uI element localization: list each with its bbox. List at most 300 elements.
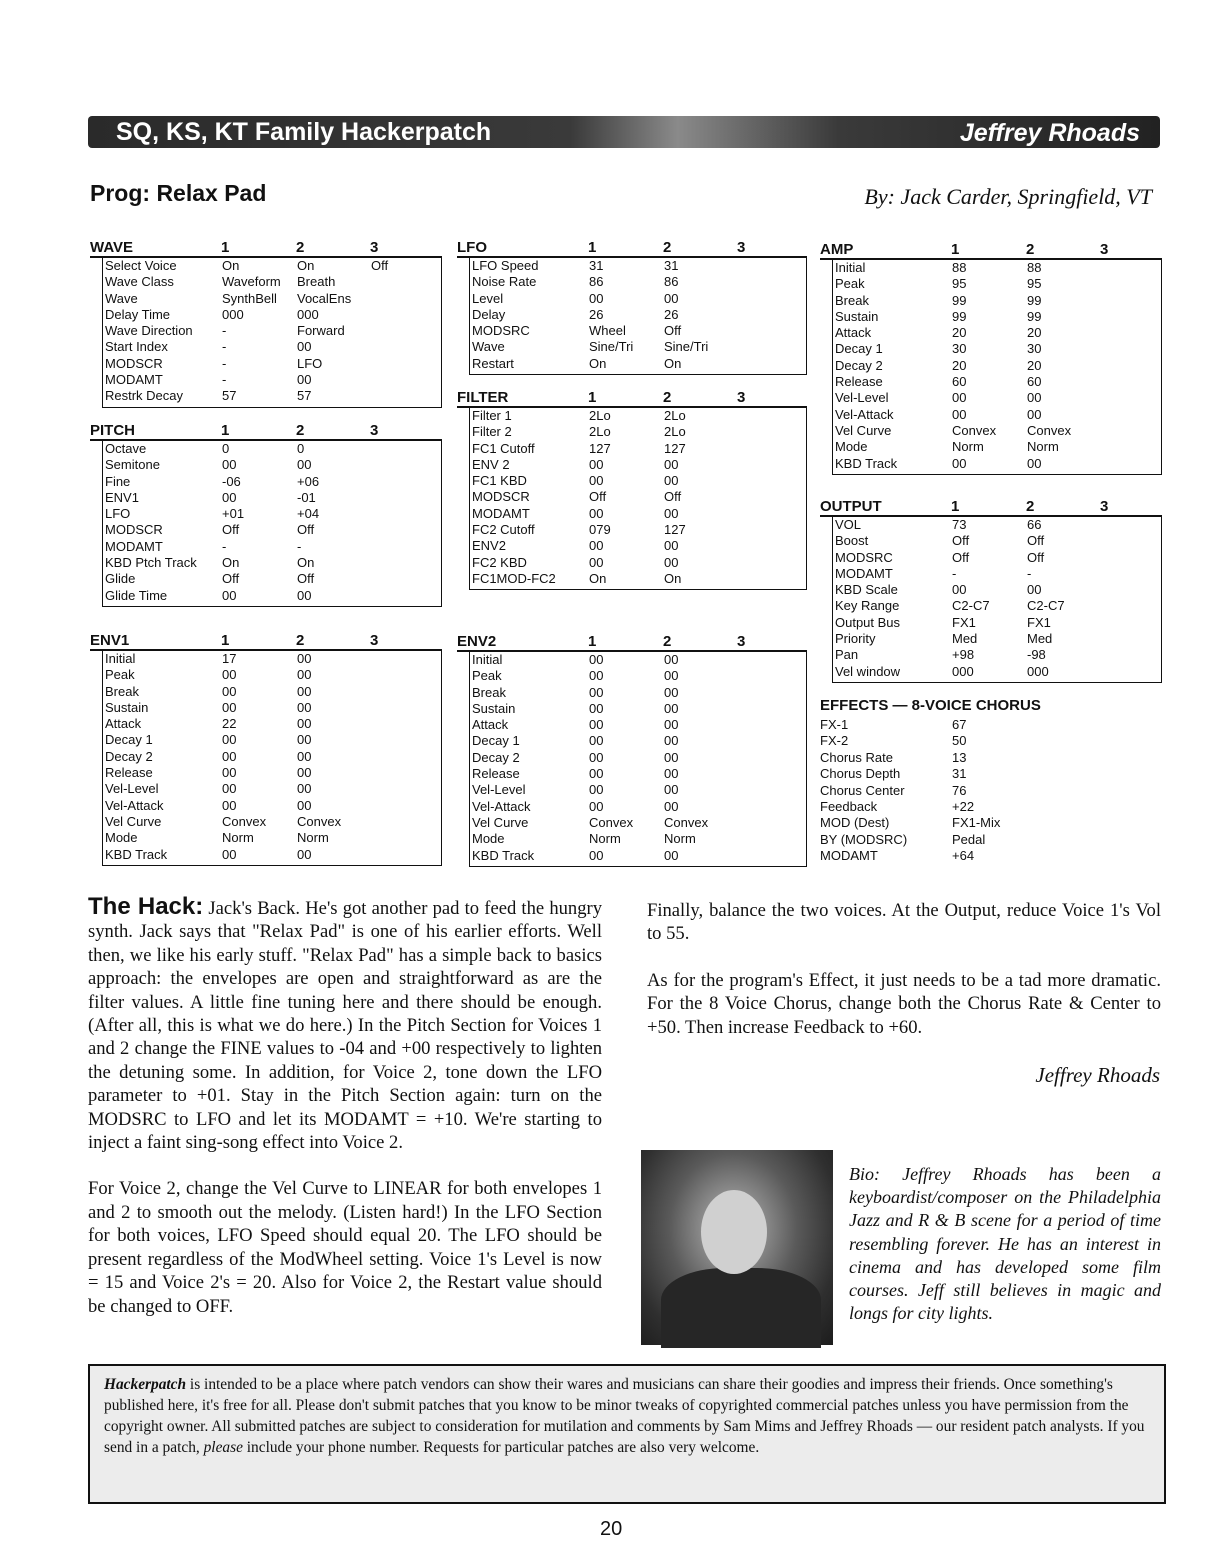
param-value: Off	[664, 323, 682, 339]
param-value: +06	[297, 473, 320, 489]
param-value: 00	[589, 717, 604, 733]
param-value: 00	[222, 489, 237, 505]
param-value: C2-C7	[1027, 598, 1065, 614]
lfo-col-label: 2	[663, 239, 672, 256]
param-value: 31	[589, 258, 604, 273]
table-row	[833, 456, 1161, 472]
pitch-col-label: 2	[296, 422, 305, 439]
param-value: 00	[297, 683, 312, 699]
param-value: 00	[222, 699, 237, 715]
effect-name: Chorus Rate	[820, 749, 893, 765]
param-value: Forward	[297, 323, 345, 339]
env2-title: ENV2	[457, 633, 497, 650]
photo-face-shape	[701, 1190, 767, 1274]
param-name: Decay 2	[835, 357, 883, 373]
param-value: Convex	[1027, 422, 1072, 438]
param-value: 127	[664, 440, 686, 456]
param-name: Noise Rate	[472, 274, 537, 290]
param-name: MODAMT	[835, 565, 893, 581]
param-value: On	[589, 355, 607, 371]
table-row	[103, 749, 441, 765]
output-table	[832, 517, 1162, 683]
table-row	[833, 309, 1161, 325]
table-row	[103, 571, 441, 587]
param-name: MODSCR	[105, 355, 163, 371]
note-emphasis: please	[203, 1439, 243, 1456]
filter-title: FILTER	[457, 389, 509, 406]
param-value: -06	[222, 473, 241, 489]
param-value: 00	[589, 766, 604, 782]
param-name: Mode	[472, 831, 505, 847]
param-value: 00	[664, 538, 679, 554]
param-value: +01	[222, 506, 245, 522]
param-name: Peak	[472, 668, 502, 684]
param-name: Wave	[105, 290, 138, 306]
article-p1-text: Jack's Back. He's got another pad to feed the hungry synth. Jack says that "Relax Pad" is one of his earlier efforts. Well then, we like his early stuff. "Relax Pad" has a simple back to basics approach: the envelopes are open and straightforward as are the filter values. A little fine tuning here and there should be enough. (After all, this is what we do here.) In the Pitch Section for Voices 1 and 2 change the FINE values to -04 and +00 respectively to lighten the detuning some. In addition, for Voice 2, tone down the LFO parameter to +01. Stay in the Pitch Section again: turn on the MODSRC to LFO and let its MODAMT = +10. We're starting to inject a faint sing-song effect into Voice 2.	[88, 898, 602, 1154]
table-row	[833, 407, 1161, 423]
param-value: 95	[1027, 276, 1042, 292]
param-value: 26	[589, 306, 604, 322]
article-p2: For Voice 2, change the Vel Curve to LINEAR for both envelopes 1 and 2 to smooth out the melody. (Listen hard!) In the LFO Section for both voices, LFO Speed should equal 20. The LFO should be present regardless of the ModWheel setting. Voice 1's Level is now = 15 and Voice 2's = 20. Also for Voice 2, the Restart value should be changed to OFF.	[88, 1178, 602, 1317]
table-row	[833, 550, 1161, 566]
param-value: On	[664, 570, 682, 586]
table-row	[833, 293, 1161, 309]
param-name: Release	[835, 374, 883, 390]
param-name: FC1 Cutoff	[472, 440, 535, 456]
param-name: Break	[835, 292, 869, 308]
pitch-header	[90, 422, 442, 441]
param-value: -	[952, 565, 957, 581]
table-row	[470, 522, 806, 538]
table-row	[103, 258, 441, 274]
env1-table	[102, 651, 442, 866]
author-bio: Bio: Jeffrey Rhoads has been a keyboardist/composer on the Philadelphia Jazz and R & B scene for a period of time resembling forever. He has an interest in cinema and has developed some film courses. Jeff still believes in magic and longs for city lights.	[849, 1164, 1161, 1324]
param-value: 00	[222, 732, 237, 748]
pitch-col-label: 1	[221, 422, 230, 439]
param-value: Waveform	[222, 274, 281, 290]
param-value: 00	[297, 846, 312, 862]
table-row	[833, 647, 1161, 663]
param-value: 00	[297, 699, 312, 715]
param-value: Wheel	[589, 323, 626, 339]
lfo-header	[457, 239, 807, 258]
param-value: 00	[297, 587, 312, 603]
output-title: OUTPUT	[820, 498, 882, 515]
param-value: On	[589, 570, 607, 586]
param-value: 00	[1027, 455, 1042, 471]
param-name: Vel Curve	[105, 813, 162, 829]
param-name: VOL	[835, 517, 862, 532]
param-value: SynthBell	[222, 290, 277, 306]
table-row	[833, 664, 1161, 680]
param-value: 00	[222, 846, 237, 862]
env1-col-label: 2	[296, 632, 305, 649]
param-value: C2-C7	[952, 598, 990, 614]
pitch-section	[90, 422, 442, 607]
article-p1	[88, 895, 602, 1154]
note-text-2: include your phone number. Requests for particular patches are also very welcome.	[242, 1439, 760, 1456]
param-name: Decay 2	[472, 749, 520, 765]
param-value: 88	[1027, 260, 1042, 275]
byline: By: Jack Carder, Springfield, VT	[864, 184, 1152, 209]
env2-col-label: 2	[663, 633, 672, 650]
param-value: 86	[589, 274, 604, 290]
table-row	[833, 276, 1161, 292]
param-name: Attack	[472, 717, 509, 733]
table-row	[103, 539, 441, 555]
param-value: 00	[297, 748, 312, 764]
param-value: 26	[664, 306, 679, 322]
param-value: On	[297, 258, 315, 273]
wave-table	[102, 258, 442, 408]
param-value: 00	[589, 684, 604, 700]
param-value: 99	[952, 308, 967, 324]
param-value: Off	[222, 571, 240, 587]
param-name: Decay 1	[835, 341, 883, 357]
note-lead: Hackerpatch	[104, 1376, 187, 1393]
param-name: Attack	[835, 325, 872, 341]
amp-col-label: 3	[1100, 241, 1109, 258]
table-row	[103, 307, 441, 323]
param-value: 00	[589, 505, 604, 521]
param-value: 00	[589, 700, 604, 716]
param-name: FC2 Cutoff	[472, 522, 535, 538]
output-col-label: 1	[951, 498, 960, 515]
param-name: Boost	[835, 533, 869, 549]
param-value: +04	[297, 506, 320, 522]
param-value: 00	[664, 798, 679, 814]
param-name: Glide Time	[105, 587, 168, 603]
table-row	[470, 733, 806, 749]
output-header	[820, 498, 1162, 517]
param-value: 00	[664, 290, 679, 306]
param-value: On	[664, 355, 682, 371]
param-value: 000	[222, 306, 244, 322]
param-value: Med	[1027, 631, 1053, 647]
param-value: Norm	[952, 439, 984, 455]
effect-name: FX-2	[820, 733, 849, 749]
table-row	[470, 441, 806, 457]
param-value: 00	[589, 782, 604, 798]
param-value: 00	[1027, 406, 1042, 422]
param-value: 00	[664, 717, 679, 733]
table-row	[833, 533, 1161, 549]
param-value: 20	[952, 357, 967, 373]
param-value: 00	[222, 748, 237, 764]
param-value: -	[222, 538, 227, 554]
table-row	[833, 566, 1161, 582]
param-value: 00	[297, 372, 312, 388]
param-value: 000	[952, 663, 974, 679]
param-value: 20	[952, 325, 967, 341]
param-name: Sustain	[105, 699, 149, 715]
param-name: Vel-Attack	[472, 798, 531, 814]
param-name: Level	[472, 290, 504, 306]
filter-col-label: 1	[588, 389, 597, 406]
param-value: 22	[222, 716, 237, 732]
effects-row	[820, 733, 1120, 749]
table-row	[470, 652, 806, 668]
param-value: Breath	[297, 274, 336, 290]
param-name: Initial	[105, 651, 136, 666]
param-name: MODSCR	[472, 489, 530, 505]
effects-title: EFFECTS — 8-VOICE CHORUS	[820, 697, 1041, 714]
lfo-col-label: 1	[588, 239, 597, 256]
param-name: ENV2	[472, 538, 506, 554]
param-value: FX1	[952, 614, 976, 630]
param-value: 00	[222, 457, 237, 473]
effect-name: Feedback	[820, 798, 878, 814]
table-row	[103, 372, 441, 388]
param-value: Norm	[664, 831, 696, 847]
param-value: -	[297, 538, 302, 554]
effects-row	[820, 717, 1120, 733]
param-value: Norm	[222, 830, 254, 846]
photo-body-shape	[661, 1268, 821, 1348]
param-value: 00	[664, 473, 679, 489]
table-row	[470, 571, 806, 587]
param-value: 00	[664, 652, 679, 667]
filter-header	[457, 389, 807, 408]
effect-value: +22	[952, 798, 975, 814]
param-value: 88	[952, 260, 967, 275]
param-name: Restart	[472, 355, 514, 371]
param-name: Filter 2	[472, 424, 512, 440]
param-value: -	[222, 355, 227, 371]
param-name: Pan	[835, 647, 859, 663]
table-row	[103, 588, 441, 604]
param-name: MODAMT	[472, 505, 530, 521]
param-value: 00	[297, 765, 312, 781]
article-right	[647, 899, 1161, 1062]
param-value: 00	[952, 406, 967, 422]
table-row	[470, 701, 806, 717]
param-name: Wave Direction	[105, 323, 193, 339]
param-name: KBD Track	[472, 847, 535, 863]
env2-section	[457, 633, 807, 867]
table-row	[103, 700, 441, 716]
wave-col-label: 3	[370, 239, 379, 256]
param-value: 00	[589, 652, 604, 667]
lfo-col-label: 3	[737, 239, 746, 256]
page-number: 20	[600, 1518, 623, 1540]
param-value: Convex	[297, 813, 342, 829]
param-value: Convex	[222, 813, 267, 829]
param-value: 31	[664, 258, 679, 273]
env2-col-label: 1	[588, 633, 597, 650]
param-name: Vel Curve	[472, 814, 529, 830]
env1-col-label: 1	[221, 632, 230, 649]
param-value: 60	[952, 374, 967, 390]
param-name: FC2 KBD	[472, 554, 527, 570]
table-row	[103, 830, 441, 846]
env1-col-label: 3	[370, 632, 379, 649]
param-value: 00	[297, 716, 312, 732]
param-value: -	[222, 323, 227, 339]
param-name: Delay	[472, 306, 506, 322]
amp-title: AMP	[820, 241, 854, 258]
table-row	[470, 506, 806, 522]
table-row	[470, 831, 806, 847]
wave-col-label: 2	[296, 239, 305, 256]
param-name: Filter 1	[472, 408, 512, 423]
env2-col-label: 3	[737, 633, 746, 650]
param-value: VocalEns	[297, 290, 352, 306]
table-row	[470, 815, 806, 831]
table-row	[470, 323, 806, 339]
table-row	[470, 473, 806, 489]
param-value: Off	[952, 549, 970, 565]
table-row	[103, 651, 441, 667]
param-value: FX1	[1027, 614, 1051, 630]
param-name: Vel window	[835, 663, 901, 679]
table-row	[470, 408, 806, 424]
param-value: Off	[297, 571, 315, 587]
table-row	[470, 685, 806, 701]
table-row	[103, 798, 441, 814]
param-value: 127	[589, 440, 611, 456]
param-value: 00	[222, 797, 237, 813]
param-value: 00	[664, 782, 679, 798]
table-row	[833, 260, 1161, 276]
note-text-1: is intended to be a place where patch vendors can show their wares and musicians can share their goodies and impress their friends. Once something's published here, it's free for all. Please don't submit patches that you know to be minor tweaks of copyrighted commercial patches unless you have permission from the copyright owner. All submitted patches are subject to consideration for mutilation and comments by Sam Mims and Jeffrey Rhoads — our resident patch analysts. If you send in a patch,	[104, 1376, 1145, 1456]
param-name: Select Voice	[105, 258, 177, 273]
param-value: 00	[664, 505, 679, 521]
wave-section	[90, 239, 442, 408]
filter-section	[457, 389, 807, 590]
article-lead: The Hack:	[88, 893, 204, 920]
wave-header	[90, 239, 442, 258]
param-value: Off	[297, 522, 315, 538]
param-value: 00	[589, 473, 604, 489]
param-value: 00	[589, 847, 604, 863]
effect-name: Chorus Center	[820, 782, 905, 798]
param-name: Decay 1	[105, 732, 153, 748]
param-value: Sine/Tri	[664, 339, 709, 355]
wave-title: WAVE	[90, 239, 134, 256]
param-value: 00	[589, 749, 604, 765]
param-value: Sine/Tri	[589, 339, 634, 355]
table-row	[470, 555, 806, 571]
param-value: Off	[952, 533, 970, 549]
output-section	[820, 498, 1162, 683]
effects-row	[820, 783, 1120, 799]
param-value: 00	[1027, 390, 1042, 406]
param-value: Off	[1027, 549, 1045, 565]
param-name: Semitone	[105, 457, 160, 473]
table-row	[103, 522, 441, 538]
effects-row	[820, 750, 1120, 766]
table-row	[103, 457, 441, 473]
table-row	[103, 274, 441, 290]
table-row	[833, 598, 1161, 614]
param-value: 73	[952, 517, 967, 532]
table-row	[103, 765, 441, 781]
param-name: Release	[472, 766, 520, 782]
param-name: Decay 1	[472, 733, 520, 749]
param-value: 2Lo	[589, 424, 611, 440]
env2-table	[469, 652, 807, 867]
effects-row	[820, 832, 1120, 848]
param-value: 00	[297, 781, 312, 797]
effects-row	[820, 766, 1120, 782]
param-value: On	[222, 258, 240, 273]
effects-section	[820, 697, 1120, 865]
output-col-label: 2	[1026, 498, 1035, 515]
param-name: LFO Speed	[472, 258, 539, 273]
param-name: Release	[105, 765, 153, 781]
param-name: Mode	[835, 439, 868, 455]
param-name: KBD Ptch Track	[105, 555, 197, 571]
param-name: Priority	[835, 631, 876, 647]
table-row	[470, 291, 806, 307]
effects-row	[820, 815, 1120, 831]
param-value: 079	[589, 522, 611, 538]
param-name: Attack	[105, 716, 142, 732]
param-name: Octave	[105, 441, 147, 456]
param-value: 00	[222, 683, 237, 699]
table-row	[103, 441, 441, 457]
param-value: 95	[952, 276, 967, 292]
amp-table	[832, 260, 1162, 475]
author-photo	[641, 1150, 833, 1345]
param-value: 00	[297, 651, 312, 666]
wave-col-label: 1	[221, 239, 230, 256]
table-row	[833, 582, 1161, 598]
param-name: Break	[105, 683, 139, 699]
table-row	[103, 667, 441, 683]
param-value: 00	[664, 733, 679, 749]
table-row	[470, 538, 806, 554]
param-value: -	[1027, 565, 1032, 581]
table-row	[103, 356, 441, 372]
param-value: 30	[1027, 341, 1042, 357]
table-row	[470, 668, 806, 684]
table-row	[103, 781, 441, 797]
param-value: -98	[1027, 647, 1046, 663]
param-value: 00	[589, 798, 604, 814]
param-value: 00	[664, 456, 679, 472]
effects-row	[820, 799, 1120, 815]
param-value: 99	[952, 292, 967, 308]
table-row	[470, 356, 806, 372]
param-name: Vel Curve	[835, 422, 892, 438]
param-name: Wave Class	[105, 274, 174, 290]
effect-value: 67	[952, 717, 967, 732]
table-row	[833, 390, 1161, 406]
filter-col-label: 3	[737, 389, 746, 406]
output-col-label: 3	[1100, 498, 1109, 515]
param-value: 17	[222, 651, 237, 666]
amp-header	[820, 241, 1162, 260]
param-value: 00	[297, 732, 312, 748]
table-row	[833, 439, 1161, 455]
param-name: ENV1	[105, 489, 139, 505]
table-row	[103, 814, 441, 830]
article-p3: Finally, balance the two voices. At the Output, reduce Voice 1's Vol to 55.	[647, 900, 1161, 945]
table-row	[833, 615, 1161, 631]
env2-header	[457, 633, 807, 652]
param-name: MODSRC	[835, 549, 893, 565]
param-name: Sustain	[835, 308, 879, 324]
table-row	[103, 732, 441, 748]
param-value: Convex	[589, 814, 634, 830]
lfo-title: LFO	[457, 239, 487, 256]
param-name: Wave	[472, 339, 505, 355]
table-row	[470, 339, 806, 355]
param-value: On	[297, 555, 315, 571]
param-value: 00	[664, 749, 679, 765]
